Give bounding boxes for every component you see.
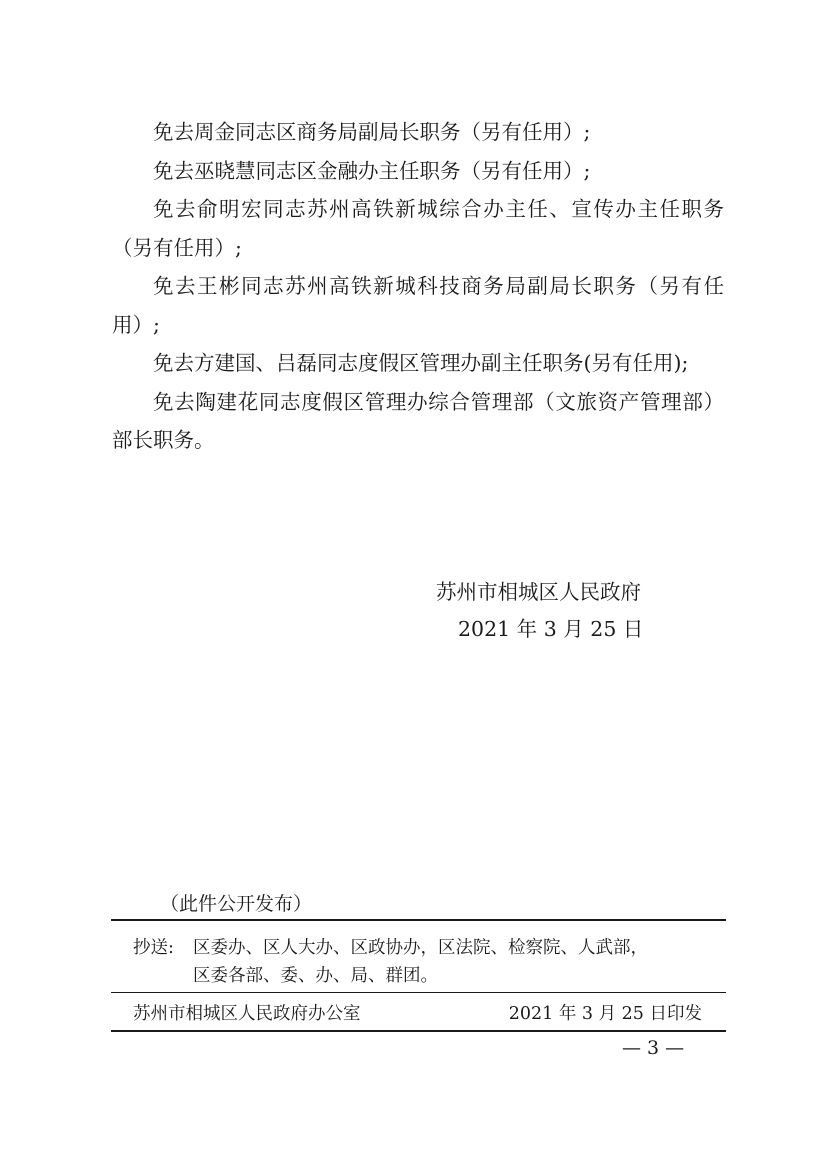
signature-organization: 苏州市相城区人民政府 (436, 580, 641, 604)
public-release-notice: （此件公开发布） (160, 893, 313, 915)
divider-bottom (111, 1030, 726, 1032)
cc-recipients-line-1: 区委办、区人大办、区政协办，区法院、检察院、人武部， (193, 938, 648, 958)
paragraph-2: 免去巫晓慧同志区金融办主任职务（另有任用）; (153, 158, 591, 183)
signature-date: 2021 年 3 月 25 日 (458, 617, 644, 641)
paragraph-3: 免去俞明宏同志苏州高铁新城综合办主任、宣传办主任职务（另有任用）; (112, 197, 724, 260)
issue-date: 2021 年 3 月 25 日印发 (508, 1004, 702, 1024)
divider-top (111, 919, 726, 921)
paragraph-4: 免去王彬同志苏州高铁新城科技商务局副局长职务（另有任用）; (112, 274, 724, 337)
paragraph-5: 免去方建国、吕磊同志度假区管理办副主任职务(另有任用); (153, 351, 689, 375)
paragraph-1: 免去周金同志区商务局副局长职务（另有任用）; (153, 120, 591, 144)
issuing-office: 苏州市相城区人民政府办公室 (133, 1004, 361, 1024)
divider-middle (111, 992, 726, 993)
document-body (112, 113, 724, 460)
cc-label: 抄送: (133, 938, 174, 958)
paragraph-6: 免去陶建花同志度假区管理办综合管理部（文旅资产管理部）部长职务。 (112, 389, 724, 452)
cc-recipients-line-2: 区委各部、委、办、局、群团。 (193, 966, 438, 986)
page-number: — 3 — (622, 1037, 685, 1059)
